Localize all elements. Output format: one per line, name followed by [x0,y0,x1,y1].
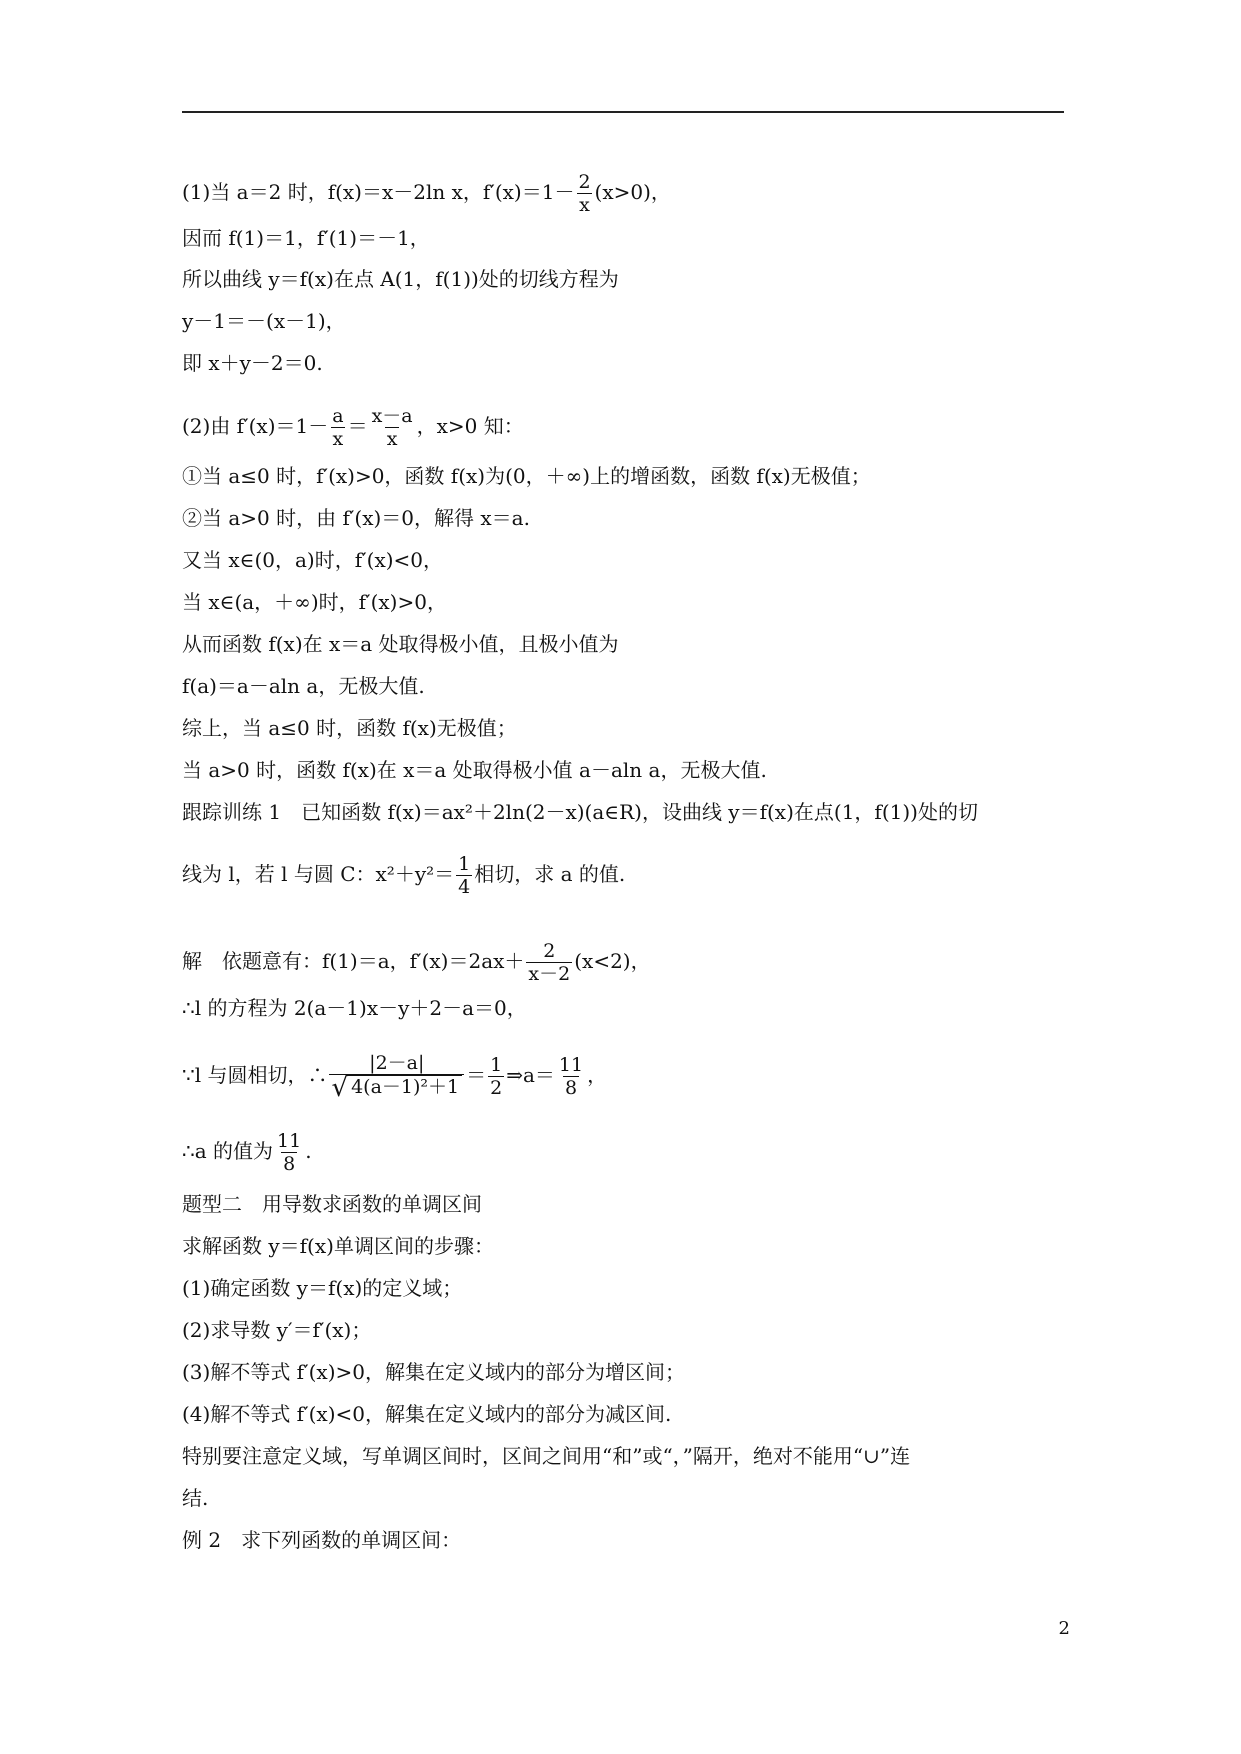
fraction [275,1130,303,1175]
line-22: 求解函数 y＝f(x)单调区间的步骤： [182,1234,494,1258]
text: 相切，求 a 的值. [474,862,626,886]
line-15: 跟踪训练 1 已知函数 f(x)＝ax²＋2ln(2－x)(a∈R)，设曲线 y＝f(x)在点(1，f(1))处的切 [182,800,978,824]
line-23: (1)确定函数 y＝f(x)的定义域； [182,1276,463,1300]
numerator: 2 [543,940,556,962]
denominator: 8 [564,1077,578,1099]
text: ， [587,1063,608,1087]
text: ＝ [347,414,368,438]
line-12: f(a)＝a－aln a，无极大值. [182,674,425,698]
numerator: 11 [277,1130,302,1152]
line-27: 特别要注意定义域，写单调区间时，区间之间用“和”或“，”隔开，绝对不能用“∪”连 [182,1444,911,1468]
text: ∵l 与圆相切，∴ [182,1063,328,1087]
denominator: x [386,428,398,450]
line-3: 所以曲线 y＝f(x)在点 A(1，f(1))处的切线方程为 [182,267,619,291]
denominator: 8 [283,1153,296,1175]
fraction [370,405,415,450]
line-9: 又当 x∈(0，a)时，f′(x)<0， [182,548,444,572]
line-2: 因而 f(1)＝1，f′(1)＝－1， [182,226,430,250]
numerator: 2 [578,171,591,193]
denominator: 2 [490,1077,503,1099]
text: 解 依题意有：f(1)＝a，f′(x)＝2ax＋ [182,949,525,973]
page-number: 2 [1058,1618,1070,1639]
denominator [329,1074,464,1101]
fraction [330,405,345,450]
denominator: x [579,194,590,216]
fraction [557,1054,585,1099]
line-28: 结. [182,1486,209,1510]
text: (x>0)， [594,180,671,204]
text: ，x>0 知： [416,414,524,438]
line-6 [182,405,1072,450]
line-24: (2)求导数 y′＝f′(x)； [182,1318,372,1342]
text: ∴a 的值为 [182,1139,274,1163]
denominator: x－2 [528,963,571,985]
sqrt [331,1075,462,1101]
denominator: 4 [458,876,471,898]
fraction [456,853,472,898]
line-25: (3)解不等式 f′(x)>0，解集在定义域内的部分为增区间； [182,1360,685,1384]
line-17 [182,940,1072,985]
numerator: |2－a| [369,1052,425,1074]
line-4: y－1＝－(x－1)， [182,309,346,333]
text: (1)当 a＝2 时，f(x)＝x－2ln x，f′(x)＝1－ [182,180,575,204]
line-13: 综上，当 a≤0 时，函数 f(x)无极值； [182,716,517,740]
header-rule [182,111,1064,113]
numerator: 11 [558,1054,584,1076]
text: 线为 l，若 l 与圆 C：x²＋y²＝ [182,862,455,886]
numerator: 1 [458,853,471,875]
line-16 [182,853,1072,898]
line-21: 题型二 用导数求函数的单调区间 [182,1192,482,1216]
line-1 [182,171,1072,216]
line-8: ②当 a>0 时，由 f′(x)＝0，解得 x＝a. [182,506,530,530]
line-20 [182,1130,1072,1175]
line-5: 即 x＋y－2＝0. [182,351,323,375]
numerator: x－a [371,405,413,427]
denominator: x [332,428,344,450]
line-29: 例 2 求下列函数的单调区间： [182,1528,462,1552]
sqrt-sign: √ [331,1073,349,1103]
fraction [576,171,592,216]
radicand: 4(a－1)²＋1 [348,1075,462,1101]
fraction [526,940,572,985]
line-26: (4)解不等式 f′(x)<0，解集在定义域内的部分为减区间. [182,1402,672,1426]
fraction [488,1054,504,1099]
line-19 [182,1052,1072,1101]
numerator: a [332,405,344,427]
line-11: 从而函数 f(x)在 x＝a 处取得极小值，且极小值为 [182,632,619,656]
line-18: ∴l 的方程为 2(a－1)x－y＋2－a＝0， [182,996,527,1020]
line-14: 当 a>0 时，函数 f(x)在 x＝a 处取得极小值 a－aln a，无极大值. [182,758,767,782]
sqrt-fraction [329,1052,464,1101]
text: . [305,1139,312,1163]
numerator: 1 [490,1054,503,1076]
text: (2)由 f′(x)＝1－ [182,414,329,438]
text: (x<2)， [574,949,651,973]
line-10: 当 x∈(a，＋∞)时，f′(x)>0， [182,590,447,614]
line-7: ①当 a≤0 时，f′(x)>0，函数 f(x)为(0，＋∞)上的增函数，函数 f(x)无极值； [182,464,871,488]
text: ＝ [466,1063,487,1087]
text: ⇒a＝ [506,1063,555,1087]
